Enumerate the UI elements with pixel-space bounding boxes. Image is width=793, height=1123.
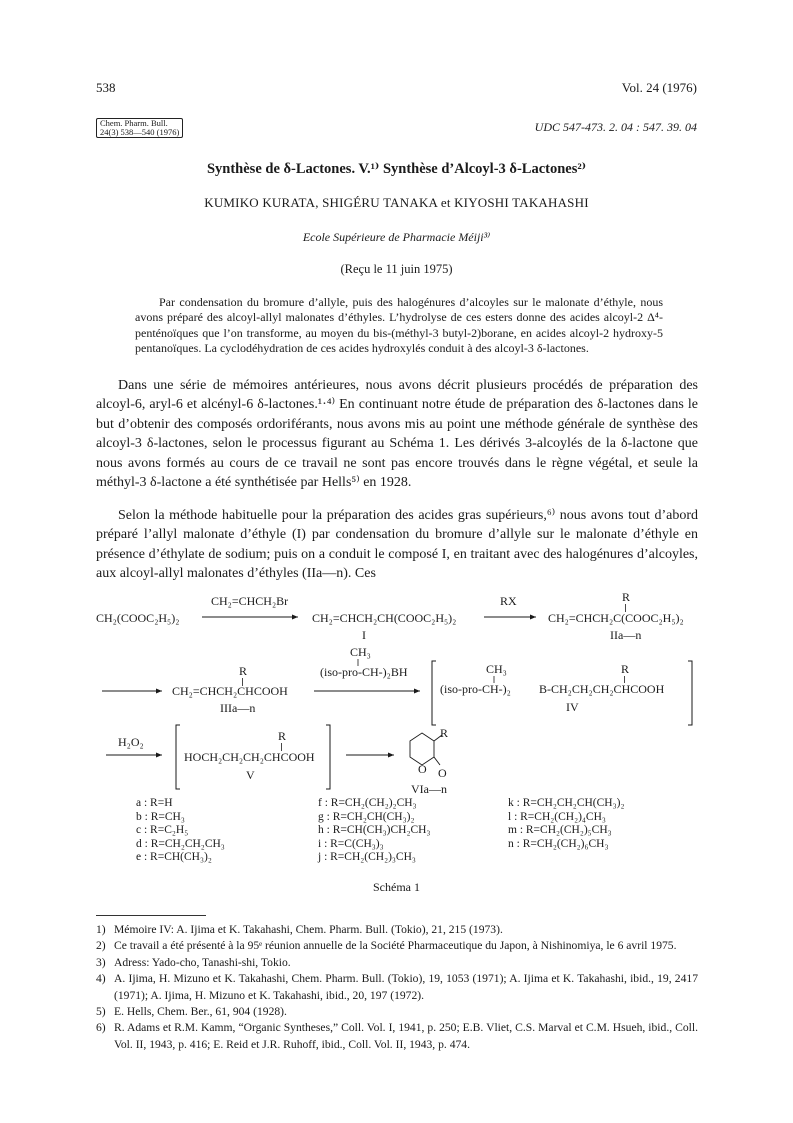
borane-reagent: (iso-pro-CH-)₂BH bbox=[320, 665, 408, 679]
reagent-rx: RX bbox=[500, 594, 517, 608]
label-IV: IV bbox=[566, 700, 579, 714]
r-substituent-V: R bbox=[278, 729, 287, 743]
label-V: V bbox=[246, 768, 255, 782]
citation-box bbox=[96, 118, 183, 138]
scheme-caption: Schéma 1 bbox=[373, 880, 420, 894]
arrow-4-head bbox=[414, 689, 420, 694]
footnote-4: 4) A. Ijima, H. Mizuno et K. Takahashi, Chem. Pharm. Bull. (Tokio), 19, 1053 (1971); A. Ijima et K. Takahashi, ibid., 19, 2417 (1971); A. Ijima, H. Mizuno et K. Takahashi, ibid., 20, 197 (1972). bbox=[96, 972, 698, 1002]
ring-oxygen: O bbox=[418, 762, 427, 776]
substituent-l: l : R=CH₂(CH₂)₄CH₃ bbox=[508, 810, 606, 823]
institution: Ecole Supérieure de Pharmacie Méiji³⁾ bbox=[302, 230, 491, 244]
page-number: 538 bbox=[96, 80, 116, 95]
reagent-h2o2: H₂O₂ bbox=[118, 735, 144, 749]
footnotes bbox=[96, 922, 698, 1053]
footnote-3: 3) Adress: Yado-cho, Tanashi-shi, Tokio. bbox=[96, 955, 291, 969]
substituent-d: d : R=CH₂CH₂CH₃ bbox=[136, 837, 225, 850]
footnote-1: 1) Mémoire IV: A. Ijima et K. Takahashi, Chem. Pharm. Bull. (Tokio), 21, 215 (1973). bbox=[96, 923, 503, 936]
bracket-IV-left bbox=[432, 661, 436, 725]
substituents-column-1 bbox=[136, 797, 318, 865]
start-compound: CH₂(COOC₂H₅)₂ bbox=[96, 611, 180, 625]
substituent-i: i : R=C(CH₃)₃ bbox=[318, 837, 384, 850]
citation-line-1: Chem. Pharm. Bull. bbox=[100, 118, 168, 128]
substituent-g: g : R=CH₂CH(CH₃)₂ bbox=[318, 810, 415, 823]
footnote-5: 5) E. Hells, Chem. Ber., 61, 904 (1928). bbox=[96, 1005, 287, 1019]
bracket-IV-right bbox=[688, 661, 692, 725]
footnote-divider bbox=[96, 915, 206, 916]
label-II: IIa—n bbox=[610, 628, 642, 642]
reagent-allyl-bromide: CH₂=CHCH₂Br bbox=[211, 594, 289, 608]
received-date: (Reçu le 11 juin 1975) bbox=[340, 262, 453, 276]
volume-info: Vol. 24 (1976) bbox=[621, 80, 697, 95]
r-substituent-VI: R bbox=[440, 726, 449, 740]
r-substituent-IV: R bbox=[621, 662, 630, 676]
paragraph-2: Selon la méthode habituelle pour la préparation des acides gras supérieurs,⁶⁾ nous avons tout d’abord préparé l’allyl malonate d’éthyle (I) par condensation du bromure d’allyle sur le malonate d’éthyle en présence d’éthylate de sodium; puis on a conduit le composé I, en traitant avec des halogénures d’alcoyles, aux alcoyl-allyl malonates d’éthyles (IIa—n). Ces bbox=[96, 508, 698, 582]
compound-IV-left: (iso-pro-CH-)₂ bbox=[440, 682, 511, 696]
substituents-column-2 bbox=[318, 797, 508, 865]
article-title: Synthèse de δ-Lactones. V.¹⁾ Synthèse d’Alcoyl-3 δ-Lactones²⁾ bbox=[206, 161, 587, 177]
r-substituent-II: R bbox=[622, 590, 631, 604]
substituent-h: h : R=CH(CH₃)CH₂CH₃ bbox=[318, 824, 431, 837]
substituent-c: c : R=C₂H₅ bbox=[136, 824, 189, 837]
borane-ch3: CH₃ bbox=[350, 645, 371, 659]
arrow-5-head bbox=[156, 753, 162, 758]
compound-V: HOCH₂CH₂CH₂CHCOOH bbox=[184, 750, 315, 764]
arrow-1-head bbox=[292, 615, 298, 620]
carbonyl-oxygen: O bbox=[438, 766, 447, 780]
substituent-j: j : R=CH₂(CH₂)₃CH₃ bbox=[318, 851, 416, 864]
substituent-a: a : R=H bbox=[136, 797, 173, 809]
compound-I: CH₂=CHCH₂CH(COOC₂H₅)₂ bbox=[312, 611, 457, 625]
compound-II: CH₂=CHCH₂C(COOC₂H₅)₂ bbox=[548, 611, 684, 625]
bracket-V-left bbox=[176, 725, 180, 789]
label-I: I bbox=[362, 628, 366, 642]
paragraph-1: Dans une série de mémoires antérieures, nous avons décrit plusieurs procédés de préparation des alcoyl-6, aryl-6 et alcényl-6 δ-lactones.¹·⁴⁾ En continuant notre étude de préparation des δ-lactones dans le but d’obtenir des composés ordoriférants, nous avons mis au point une méthode générale de synthèse des alcoyl-3 δ-lactones, selon le processus figurant au Schéma 1. Les dérivés 3-alcoylés de la δ-lactone que nous avons formés au cours de ce travail ne sont pas encore trouvés dans le règne végétal, et seule la méthyl-3 δ-lactone a été synthétisée par Hells⁵⁾ en 1928. bbox=[96, 378, 698, 491]
label-VI: VIa—n bbox=[411, 782, 447, 796]
compound-IV-right: B-CH₂CH₂CH₂CHCOOH bbox=[539, 682, 665, 696]
substituent-n: n : R=CH₂(CH₂)₆CH₃ bbox=[508, 837, 609, 850]
substituents-column-3 bbox=[508, 797, 688, 865]
compound-III: CH₂=CHCH₂CHCOOH bbox=[172, 684, 288, 698]
citation-line-2: 24(3) 538—540 (1976) bbox=[100, 127, 180, 137]
substituent-f: f : R=CH₂(CH₂)₂CH₃ bbox=[318, 797, 417, 809]
substituent-e: e : R=CH(CH₃)₂ bbox=[136, 851, 212, 864]
arrow-3-head bbox=[156, 689, 162, 694]
r-substituent-III: R bbox=[239, 664, 248, 678]
substituent-b: b : R=CH₃ bbox=[136, 810, 185, 823]
reaction-scheme bbox=[96, 585, 698, 905]
udc-code: UDC 547-473. 2. 04 : 547. 39. 04 bbox=[534, 120, 697, 134]
iv-ch3: CH₃ bbox=[486, 662, 507, 676]
abstract: Par condensation du bromure d’allyle, puis des halogénures d’alcoyles sur le malonate d’éthyle, nous avons préparé des alcoyl-allyl malonates d’éthyles. L’hydrolyse de ces esters donne des acides alcoyl-2 Δ⁴-penténoïques que l’on transforme, au moyen du bis-(méthyl-3 butyl-2)borane, en acides alcoyl-2 hydroxy-5 pentanoïques. La cyclodéhydration de ces acides hydroxylés conduit à des alcoyl-3 δ-lactones. bbox=[135, 295, 663, 356]
author-list: KUMIKO KURATA, SHIGÉRU TANAKA et KIYOSHI TAKAHASHI bbox=[204, 195, 589, 210]
label-III: IIIa—n bbox=[220, 701, 256, 715]
lactone-ring bbox=[410, 733, 434, 765]
arrow-6-head bbox=[388, 753, 394, 758]
substituent-m: m : R=CH₂(CH₂)₅CH₃ bbox=[508, 824, 612, 837]
footnote-6: 6) R. Adams et R.M. Kamm, “Organic Syntheses,” Coll. Vol. I, 1941, p. 250; E.B. Vliet, C.S. Marval et C.M. Hsueh, ibid., Coll. Vol. II, 1943, p. 416; E. Reid et J.R. Ruhoff, ibid., Coll. Vol. II, 1943, p. 474. bbox=[96, 1021, 698, 1051]
substituent-k: k : R=CH₂CH₂CH(CH₃)₂ bbox=[508, 797, 625, 809]
bracket-V-right bbox=[326, 725, 330, 789]
arrow-2-head bbox=[530, 615, 536, 620]
footnote-2: 2) Ce travail a été présenté à la 95ᵉ réunion annuelle de la Société Pharmaceutique du Japon, à Nishinomiya, le 6 avril 1975. bbox=[96, 939, 677, 953]
